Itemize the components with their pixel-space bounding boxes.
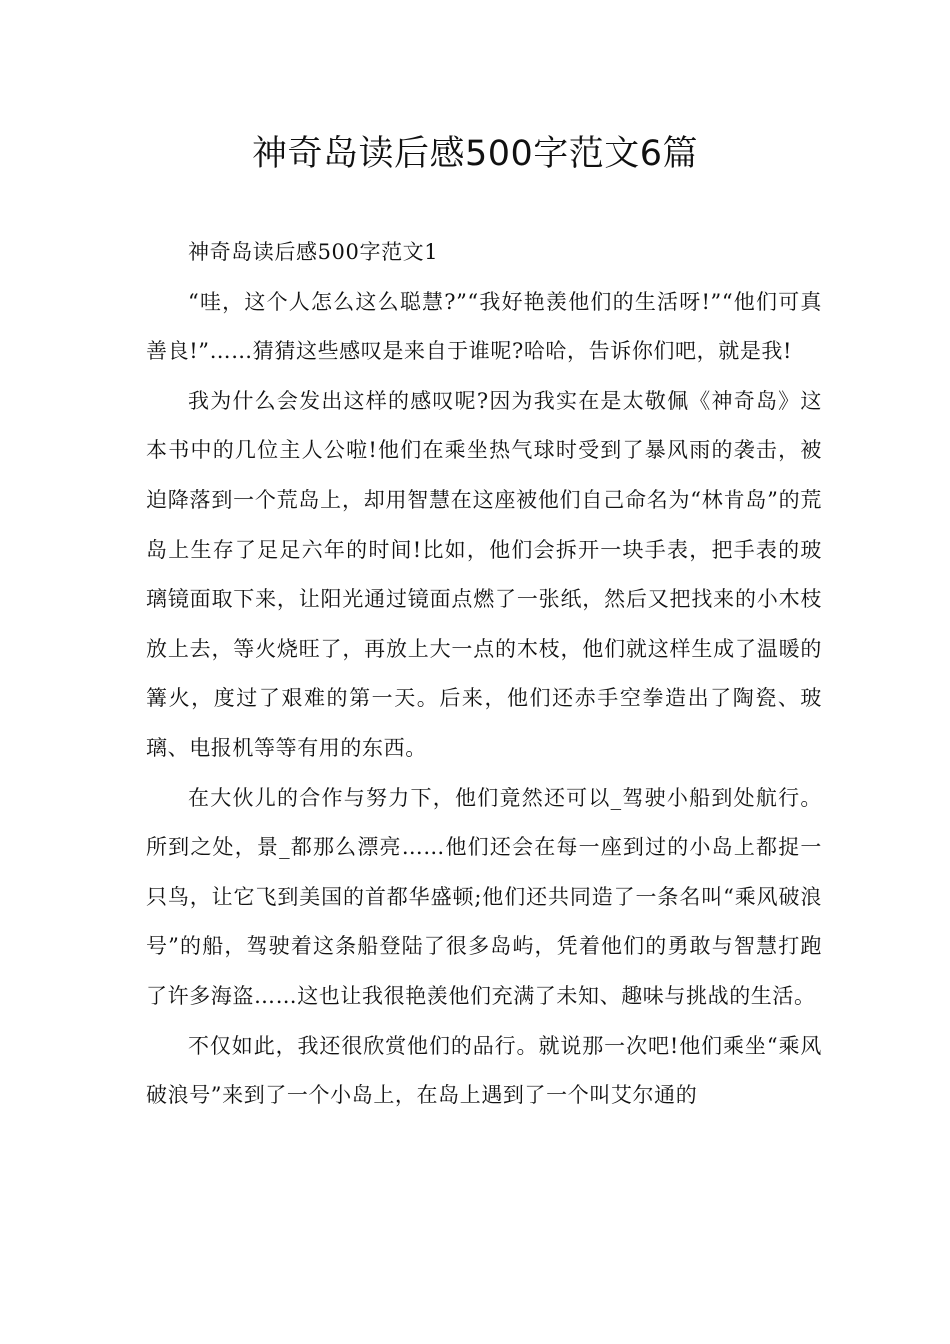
section-heading: 神奇岛读后感500字范文1: [188, 240, 439, 264]
article-body: [146, 228, 822, 1121]
paragraph-1: “哇，这个人怎么这么聪慧?”“我好艳羡他们的生活呀!”“他们可真善良!”……猜猜这些感叹是来自于谁呢?哈哈，告诉你们吧，就是我!: [146, 289, 822, 364]
page-title: 神奇岛读后感500字范文6篇: [251, 134, 699, 174]
paragraph-4: 不仅如此，我还很欣赏他们的品行。就说那一次吧!他们乘坐“乘风破浪号”来到了一个小岛上，在岛上遇到了一个叫艾尔通的: [146, 1033, 822, 1108]
paragraph-2: 我为什么会发出这样的感叹呢?因为我实在是太敬佩《神奇岛》这本书中的几位主人公啦!他们在乘坐热气球时受到了暴风雨的袭击，被迫降落到一个荒岛上，却用智慧在这座被他们自己命名为“林肯岛”的荒岛上生存了足足六年的时间!比如，他们会拆开一块手表，把手表的玻璃镜面取下来，让阳光通过镜面点燃了一张纸，然后又把找来的小木枝放上去，等火烧旺了，再放上大一点的木枝，他们就这样生成了温暖的篝火，度过了艰难的第一天。后来，他们还赤手空拳造出了陶瓷、玻璃、电报机等等有用的东西。: [146, 388, 822, 760]
paragraph-3: 在大伙儿的合作与努力下，他们竟然还可以_驾驶小船到处航行。所到之处，景_都那么漂亮……他们还会在每一座到过的小岛上都捉一只鸟，让它飞到美国的首都华盛顿;他们还共同造了一条名叫“乘风破浪号”的船，驾驶着这条船登陆了很多岛屿，凭着他们的勇敢与智慧打跑了许多海盗……这也让我很艳羡他们充满了未知、趣味与挑战的生活。: [146, 785, 822, 1008]
